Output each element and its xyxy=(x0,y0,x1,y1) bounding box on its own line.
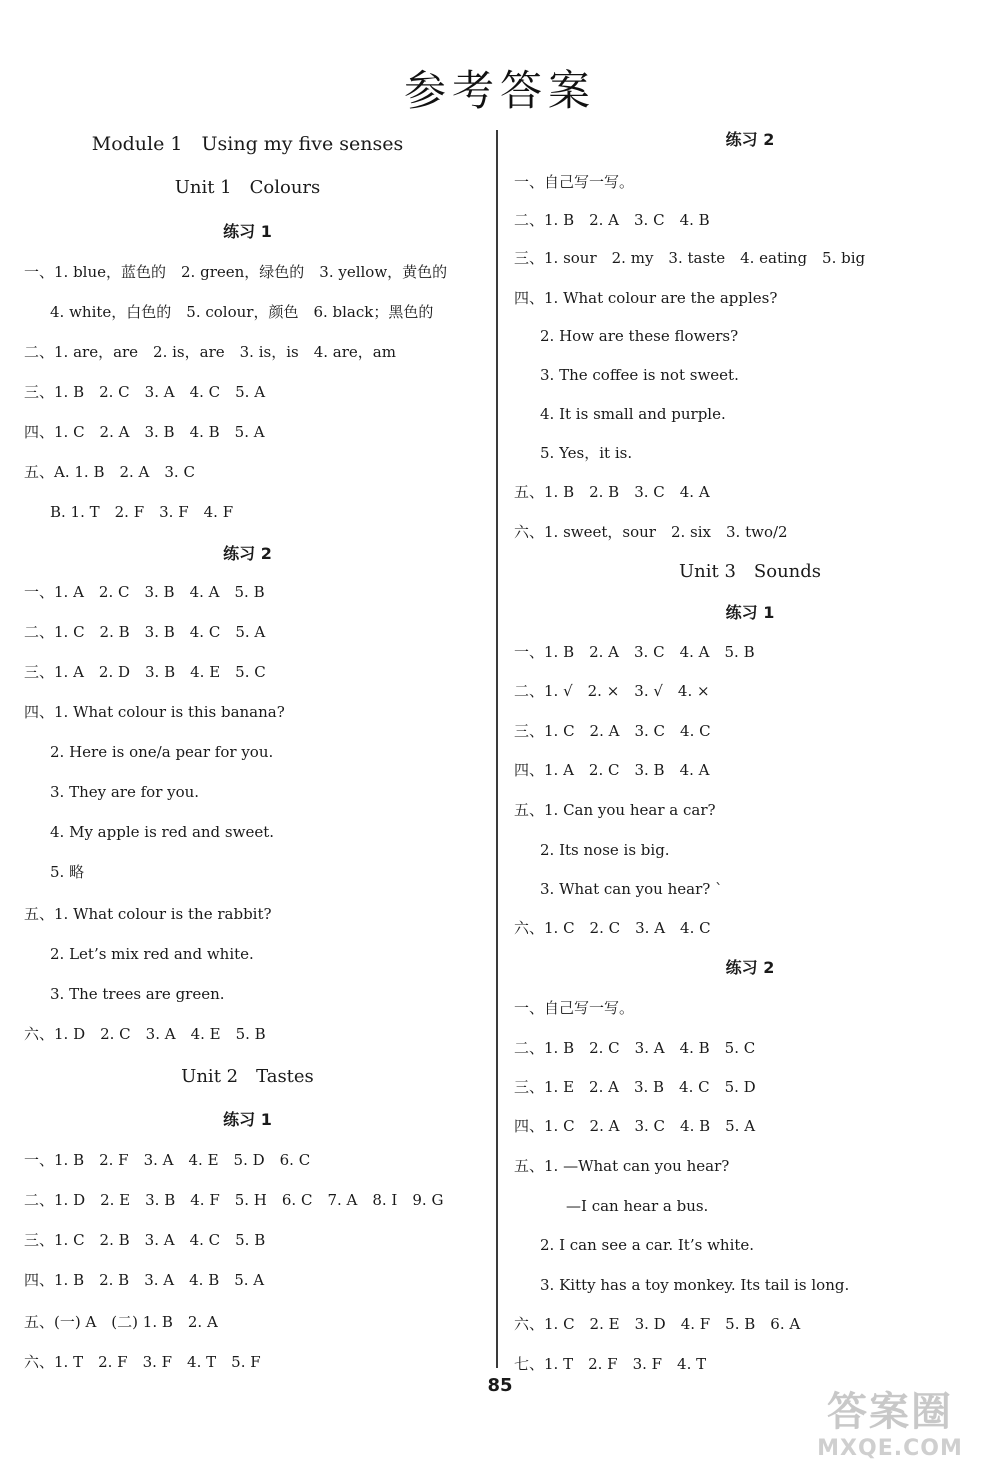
module-heading: Module 1 Using my five senses xyxy=(91,133,404,155)
answer-line: 2. Here is one/a pear for you. xyxy=(50,743,274,761)
practice-heading: 练习 1 xyxy=(223,1110,272,1129)
unit-heading: Unit 3 Sounds xyxy=(678,561,822,582)
watermark-url: MXQE.COM xyxy=(817,1436,963,1461)
answer-line: 2. Let’s mix red and white. xyxy=(50,945,254,963)
practice-heading: 练习 1 xyxy=(223,222,272,241)
answer-line: 二、1. B 2. A 3. C 4. B xyxy=(514,211,710,229)
watermark-text: 答案圈 xyxy=(827,1389,953,1435)
answer-line: 六、1. C 2. E 3. D 4. F 5. B 6. A xyxy=(514,1315,801,1333)
answer-line: 三、1. A 2. D 3. B 4. E 5. C xyxy=(24,663,266,681)
answer-line: 3. What can you hear? ` xyxy=(540,880,723,898)
unit-heading: Unit 2 Tastes xyxy=(181,1066,314,1087)
unit-heading: Unit 1 Colours xyxy=(174,177,321,198)
answer-line: 四、1. What colour is this banana? xyxy=(24,703,285,721)
answer-line: 四、1. C 2. A 3. C 4. B 5. A xyxy=(514,1117,756,1135)
answer-line: 四、1. B 2. B 3. A 4. B 5. A xyxy=(24,1271,265,1289)
answer-line: 五、1. What colour is the rabbit? xyxy=(24,905,272,923)
page-number: 85 xyxy=(487,1375,513,1396)
answer-line: 一、1. A 2. C 3. B 4. A 5. B xyxy=(24,583,265,601)
answer-line: 二、1. C 2. B 3. B 4. C 5. A xyxy=(24,623,266,641)
answer-line: 二、1. √ 2. × 3. √ 4. × xyxy=(514,682,710,700)
answer-line: 5. 略 xyxy=(50,863,85,881)
answer-line: 3. Kitty has a toy monkey. Its tail is long. xyxy=(540,1276,850,1294)
answer-line: 六、1. C 2. C 3. A 4. C xyxy=(514,919,711,937)
answer-line: 一、1. B 2. A 3. C 4. A 5. B xyxy=(514,643,755,661)
page-title: 参考答案 xyxy=(403,66,596,115)
practice-heading: 练习 2 xyxy=(725,958,775,977)
answer-line: 一、自己写一写。 xyxy=(514,999,635,1017)
answer-line: 六、1. sweet，sour 2. six 3. two/2 xyxy=(514,523,788,541)
answer-line: 四、1. C 2. A 3. B 4. B 5. A xyxy=(24,423,265,441)
answer-line: 三、1. E 2. A 3. B 4. C 5. D xyxy=(514,1078,756,1096)
answer-line: 四、1. A 2. C 3. B 4. A xyxy=(514,761,710,779)
watermark-logo xyxy=(790,1380,990,1468)
column-divider xyxy=(496,130,498,1368)
answer-line: 3. The trees are green. xyxy=(50,985,225,1003)
answer-line: 2. Its nose is big. xyxy=(540,841,670,859)
answer-line: 六、1. T 2. F 3. F 4. T 5. F xyxy=(24,1353,261,1371)
practice-heading: 练习 2 xyxy=(223,544,272,563)
answer-line: 3. They are for you. xyxy=(50,783,200,801)
answer-line: 三、1. C 2. A 3. C 4. C xyxy=(514,722,711,740)
practice-heading: 练习 2 xyxy=(725,130,775,149)
answer-line: 五、1. Can you hear a car? xyxy=(514,801,716,819)
answer-line: 五、1. B 2. B 3. C 4. A xyxy=(514,483,710,501)
answer-line: 七、1. T 2. F 3. F 4. T xyxy=(514,1355,707,1373)
answer-line: 2. I can see a car. It’s white. xyxy=(540,1236,755,1254)
answer-line: 2. How are these flowers? xyxy=(540,327,739,345)
answer-line: 二、1. B 2. C 3. A 4. B 5. C xyxy=(514,1039,756,1057)
answer-line: —I can hear a bus. xyxy=(566,1197,709,1215)
practice-heading: 练习 1 xyxy=(725,603,775,622)
answer-line: 一、自己写一写。 xyxy=(514,173,635,191)
answer-line: 二、1. are，are 2. is，are 3. is，is 4. are，am xyxy=(24,343,396,361)
answer-line: B. 1. T 2. F 3. F 4. F xyxy=(50,503,234,521)
answer-line: 5. Yes，it is. xyxy=(540,444,633,462)
answer-line: 4. My apple is red and sweet. xyxy=(50,823,275,841)
answer-line: 五、(一) A (二) 1. B 2. A xyxy=(24,1313,218,1331)
answer-line: 一、1. B 2. F 3. A 4. E 5. D 6. C xyxy=(24,1151,311,1169)
answer-line: 三、1. sour 2. my 3. taste 4. eating 5. big xyxy=(514,249,866,267)
answer-line: 3. The coffee is not sweet. xyxy=(540,366,739,384)
answer-line: 4. white，白色的 5. colour，颜色 6. black；黑色的 xyxy=(50,303,434,321)
answer-line: 4. It is small and purple. xyxy=(540,405,726,423)
answer-line: 三、1. B 2. C 3. A 4. C 5. A xyxy=(24,383,266,401)
answer-line: 五、A. 1. B 2. A 3. C xyxy=(24,463,195,481)
answer-line: 六、1. D 2. C 3. A 4. E 5. B xyxy=(24,1025,266,1043)
answer-line: 四、1. What colour are the apples? xyxy=(514,289,778,307)
answer-line: 二、1. D 2. E 3. B 4. F 5. H 6. C 7. A 8. I 9. G xyxy=(24,1191,444,1209)
answer-line: 三、1. C 2. B 3. A 4. C 5. B xyxy=(24,1231,266,1249)
answer-line: 一、1. blue，蓝色的 2. green，绿色的 3. yellow，黄色的 xyxy=(24,263,448,281)
answer-line: 五、1. —What can you hear? xyxy=(514,1157,730,1175)
